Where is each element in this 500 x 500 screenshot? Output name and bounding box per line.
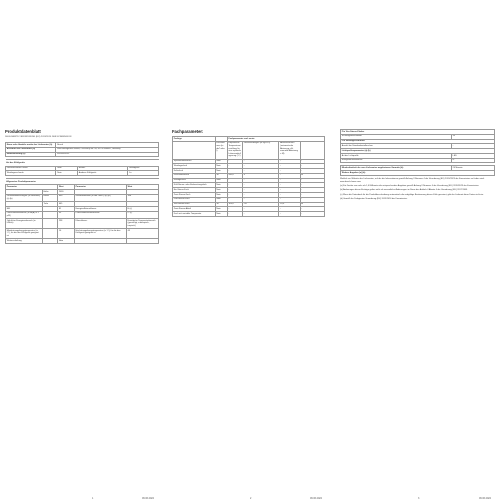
section-heading: Allgemeine Produktparameter	[6, 179, 159, 185]
table-cell: 43	[126, 229, 158, 239]
general-parameters-table	[5, 178, 159, 244]
page-number: 3	[418, 497, 420, 500]
additional-info-label: Weitere Angaben (a) (b):	[341, 171, 495, 176]
section-heading: Für Vier-Sterne-Fächer	[341, 130, 495, 135]
section-heading: Lichtquellenparameter (a) (b)	[341, 149, 495, 154]
table-cell: Ja	[215, 202, 227, 207]
table-cell: -	[242, 178, 278, 183]
section-heading: Für Weinlagerschränke	[341, 139, 495, 144]
table-row	[6, 229, 159, 239]
table-cell: Anzahl der Standardweinflaschen	[341, 144, 452, 149]
table-cell: Höchstumgebungstemperatur (in °C), für die das Kühlgerät geeignet ist	[74, 229, 126, 239]
table-cell: -	[300, 164, 324, 169]
supplier-info-table	[5, 142, 159, 157]
table-cell: Kellerfach	[173, 169, 216, 174]
table-cell: Vier-Sterne-Fach	[173, 202, 216, 207]
table-cell: -	[242, 159, 278, 164]
table-cell: Winterschaltung	[6, 239, 43, 244]
table-cell: 260,0	[227, 173, 242, 178]
column-header: Wert	[58, 185, 75, 190]
page-number: 2	[250, 497, 252, 500]
page-date: 06.06.2022	[142, 497, 154, 500]
table-cell: -	[279, 173, 300, 178]
table-cell	[300, 141, 324, 159]
table-cell	[42, 239, 57, 244]
table-cell: Empfohlene Temperatureinstellung für eine optimale Lebensmittellagerung (°C)	[228, 142, 241, 158]
table-cell	[42, 219, 57, 229]
table-cell: Nein	[215, 188, 227, 193]
table-cell: LED	[451, 153, 494, 158]
page-title: Produktdatenblatt	[5, 129, 41, 134]
table-cell: -	[300, 188, 324, 193]
table-cell: -	[279, 207, 300, 212]
table-cell: -	[242, 183, 278, 188]
table-cell: Nein	[215, 169, 227, 174]
table-cell: Anderes Kühlgerät:	[77, 171, 127, 176]
table-cell: Speisekammerfach	[173, 159, 216, 164]
table-cell: -	[300, 212, 324, 217]
four-star-table	[340, 129, 495, 163]
column-header: Wert	[126, 185, 158, 190]
footnote: (b) Änderungen dieser Einträge gelten nicht als wesentliche Änderungen im Sinne des Artikels 4 Absatz 4 der Verordnung (EU) 2017/1369.	[340, 189, 468, 192]
page-title: Fachparameter:	[172, 129, 204, 134]
table-cell: -	[279, 183, 300, 188]
table-cell: 10	[58, 229, 75, 239]
table-cell: -	[242, 207, 278, 212]
table-cell: -	[300, 183, 324, 188]
table-cell: -	[227, 207, 242, 212]
table-cell: Anschrift des Lieferanten (b)	[6, 147, 56, 152]
table-cell: -	[279, 212, 300, 217]
table-cell: Nein	[215, 178, 227, 183]
table-cell: Tiefe	[42, 202, 57, 207]
table-cell: Kaltlagerfach	[173, 178, 216, 183]
table-cell: -	[227, 212, 242, 217]
table-cell: -	[227, 188, 242, 193]
table-cell: Ein-Sterne-Fach	[173, 188, 216, 193]
footnote: (d) Gemäß der Delegierten Verordnung (EU) 2019/2016 der Kommission.	[340, 197, 408, 200]
table-cell	[42, 211, 57, 218]
table-cell: Nein	[56, 171, 77, 176]
table-cell: Ja	[451, 134, 494, 139]
table-cell: Nein	[215, 212, 227, 217]
table-cell: 238	[58, 219, 75, 229]
table-cell: 2030	[58, 190, 75, 195]
table-cell: -	[279, 178, 300, 183]
table-cell: Energieeffizienzklasse	[341, 158, 452, 163]
table-cell: Nein	[215, 183, 227, 188]
table-cell: Nein	[215, 159, 227, 164]
table-cell: 4	[242, 173, 278, 178]
table-row	[173, 212, 325, 217]
table-cell: Gefriervermögen (in kg/24 h)	[242, 141, 278, 159]
table-cell: Nein	[215, 197, 227, 202]
page-number: 1	[92, 497, 94, 500]
table-cell: -	[242, 188, 278, 193]
warranty-label: Mindestlaufzeit der vom Lieferanten angebotenen Garantie (b):	[341, 166, 452, 171]
table-row	[6, 211, 159, 218]
table-cell: KGN39VLEP	[56, 152, 159, 157]
table-cell: -	[242, 197, 278, 202]
table-cell: C (c)	[126, 211, 158, 218]
table-cell: -	[300, 159, 324, 164]
table-cell: Weinlagerfach	[173, 164, 216, 169]
table-cell: -	[300, 193, 324, 198]
table-cell: Erweiterter Temperaturbereich (gemäßigt, subtropisch, tropisch)	[126, 219, 158, 229]
table-cell: -	[242, 164, 278, 169]
table-cell: -	[227, 183, 242, 188]
table-cell: Nein	[56, 166, 77, 171]
table-cell: -	[279, 164, 300, 169]
table-cell: 665	[58, 202, 75, 207]
compartment-parameters-table	[172, 136, 325, 217]
table-cell: Luftschallemissionen (in dB(A) re 1 pW)	[6, 211, 43, 218]
table-cell: Nein	[215, 164, 227, 169]
table-cell: Nein	[215, 193, 227, 198]
table-cell: Drei-Sterne-Fach	[173, 197, 216, 202]
table-cell: Schnellgefrierfunktion	[341, 134, 452, 139]
table-cell: -	[279, 193, 300, 198]
table-cell: Mindestumgebungstemperatur (in °C), für die das Kühlgerät geeignet ist	[6, 229, 43, 239]
page-subtitle: DELEGIERTE VERORDNUNG (EU) 2019/2016 DER KOMMISSION	[5, 136, 72, 138]
table-cell: Modellkennung (b)	[6, 152, 56, 157]
table-cell: Klimaklasse:	[74, 219, 126, 229]
table-cell: Fachparameter und -werte	[227, 137, 324, 142]
table-cell: Name oder Handels-marke des Lieferanten (b)	[6, 143, 56, 148]
table-cell: Fachvolumen (in dm³ oder l)	[215, 141, 227, 159]
table-cell: 103,0	[227, 202, 242, 207]
column-header: Parameter	[6, 185, 58, 190]
table-cell: A	[300, 202, 324, 207]
table-cell: Abtauverfahren (automatische Abtauung = A, manuelle Abtauung = M)	[279, 141, 300, 159]
table-cell: Null-Sterne- oder Eisbereitungsfach	[173, 183, 216, 188]
table-cell: 368	[126, 194, 158, 201]
footnote: (c) Wenn die Datenbank für die Produktbeschreibung automatisch die endgültige Bestimmung dieser Zelle generiert, gibt der Lieferant diese Daten nicht ein.	[340, 193, 484, 196]
table-cell: -	[227, 193, 242, 198]
table-row	[6, 239, 159, 244]
table-cell: A	[300, 173, 324, 178]
table-cell: Gesamtabmessungen (in Millimeter) (a) (b)	[6, 194, 43, 201]
table-cell: -	[242, 193, 278, 198]
warranty-table	[340, 165, 495, 176]
table-cell	[126, 239, 158, 244]
table-cell: 39	[58, 211, 75, 218]
table-cell: -	[279, 188, 300, 193]
table-cell	[42, 229, 57, 239]
table-cell: -	[227, 164, 242, 169]
table-cell	[173, 141, 216, 159]
table-cell: Standgerät	[128, 166, 159, 171]
table-row	[173, 141, 325, 159]
table-cell: Nein	[215, 207, 227, 212]
table-cell: Frischwarenfach	[173, 173, 216, 178]
datasheet-page-1	[5, 121, 159, 500]
table-cell: Zwei-Sterne-Abteil	[173, 207, 216, 212]
table-cell: Energieeffizienzklasse	[74, 207, 126, 212]
table-cell: Bauart:	[77, 166, 127, 171]
table-cell: Jährlicher Energieverbrauch (in kWh/a)	[6, 219, 43, 229]
table-cell: -	[227, 178, 242, 183]
table-cell: Weinlagerschrank:	[6, 171, 56, 176]
table-cell: -	[279, 159, 300, 164]
table-cell: -	[300, 178, 324, 183]
table-row	[6, 194, 159, 201]
additional-info-notes	[340, 178, 495, 201]
table-cell: -	[279, 197, 300, 202]
table-cell: Gesamtvolumen (in dm³ oder l) (a) (b)	[74, 194, 126, 201]
table-cell: -	[242, 212, 278, 217]
footnote: Weblink zur Website des Lieferanten, auf der die Informationen gemäß Anhang II Nummer 4 der Verordnung (EU) 2019/2023 der Kommission zu finden sind: www.bosch-home.com	[340, 178, 485, 183]
warranty-value: 24 Monate	[451, 166, 494, 171]
table-cell: Geräuscharmes Gerät:	[6, 166, 56, 171]
table-cell: -18	[242, 202, 278, 207]
table-cell: Ja	[215, 173, 227, 178]
appliance-type-table	[5, 159, 159, 176]
table-cell: -	[300, 169, 324, 174]
table-cell: -	[242, 169, 278, 174]
table-cell	[74, 239, 126, 244]
table-cell: -	[227, 159, 242, 164]
table-cell: G	[451, 158, 494, 163]
page-date: 06.06.2022	[310, 497, 322, 500]
table-cell: -	[227, 197, 242, 202]
table-row	[6, 171, 159, 176]
column-header: Parameter	[74, 185, 126, 190]
table-cell: 600	[58, 194, 75, 201]
table-row	[6, 152, 159, 157]
table-cell: 81	[58, 207, 75, 212]
datasheet-page-2	[172, 121, 325, 500]
table-cell: 10,0	[279, 202, 300, 207]
section-heading: Art des Kühlgeräts	[6, 160, 159, 166]
datasheet-page-3	[340, 121, 495, 500]
table-cell: Zwei-Sterne-Fach	[173, 193, 216, 198]
page-date: 06.06.2022	[479, 497, 491, 500]
table-cell: BSH Hausgeräte GmbH, Carl-Wery-Str. 34, 81739 Munich, Germany	[56, 147, 159, 152]
table-cell: Luftschallemissionsklasse	[74, 211, 126, 218]
table-cell: -	[300, 207, 324, 212]
table-row	[6, 219, 159, 229]
table-cell: Höhe	[42, 190, 57, 195]
table-cell: -	[227, 169, 242, 174]
table-cell: EEI	[6, 207, 43, 212]
table-cell: -	[451, 144, 494, 149]
table-cell: Nein	[58, 239, 75, 244]
table-cell: Breite	[42, 194, 57, 201]
table-cell: Art der Lichtquelle	[341, 153, 452, 158]
table-cell: Ja	[128, 171, 159, 176]
table-cell: Fach mit variabler Temperatur	[173, 212, 216, 217]
footnote: (a) Für Geräte von mehr als 1,6 Millimeter die entsprechenden Angaben gemäß Anhang II Nummer 4 der Verordnung (EU) 2019/2023 der Kommission.	[340, 185, 480, 188]
table-cell: E (c)	[126, 207, 158, 212]
table-cell: -	[300, 197, 324, 202]
table-cell: -	[279, 169, 300, 174]
table-cell: Fachtyp	[173, 137, 216, 142]
table-cell: Bosch	[56, 143, 159, 148]
table-row	[341, 158, 495, 163]
